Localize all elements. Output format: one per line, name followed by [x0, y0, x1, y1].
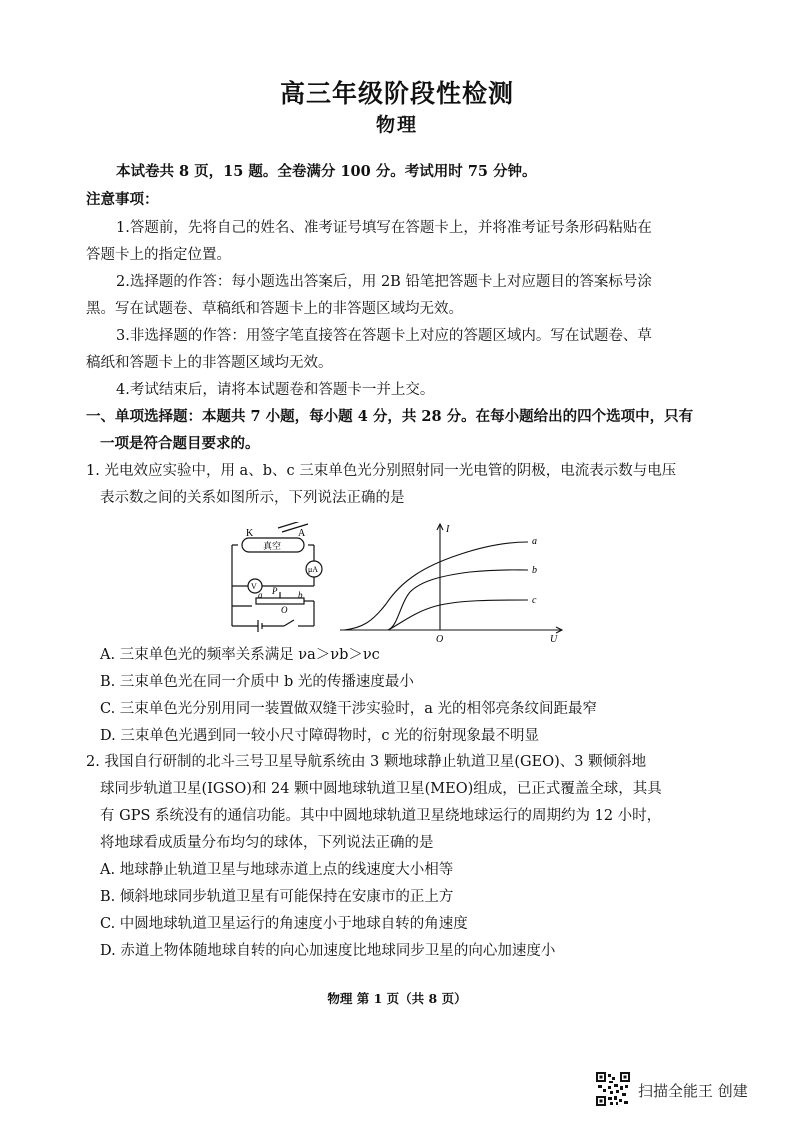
question-2-stem-cont: 有 GPS 系统没有的通信功能。其中中圆地球轨道卫星绕地球运行的周期约为 12 小时， — [100, 808, 662, 824]
question-1-option-c: C. 三束单色光分别用同一装置做双缝干涉实验时，a 光的相邻亮条纹间距最窄 — [100, 701, 598, 717]
page-title: 高三年级阶段性检测 — [279, 79, 514, 108]
question-2-option-a: A. 地球静止轨道卫星与地球赤道上点的线速度大小相等 — [100, 862, 454, 878]
section-heading-cont: 一项是符合题目要求的。 — [100, 435, 260, 452]
notice-line: 2.选择题的作答：每小题选出答案后，用 2B 铅笔把答题卡上对应题目的答案标号涂 — [116, 274, 652, 290]
circuit-label-a: A — [298, 528, 306, 539]
question-2-stem-cont: 球同步轨道卫星(IGSO)和 24 颗中圆地球轨道卫星(MEO)组成，已正式覆盖全球，其具 — [100, 781, 662, 797]
notice-line: 稿纸和答题卡上的非答题区域均无效。 — [86, 355, 333, 371]
photoelectric-circuit-diagram — [228, 522, 332, 634]
question-2-option-d: D. 赤道上物体随地球自转的向心加速度比地球同步卫星的向心加速度小 — [100, 943, 556, 959]
graph-axis-u: U — [550, 634, 558, 644]
question-2-stem-cont: 将地球看成质量分布均匀的球体，下列说法正确的是 — [100, 835, 434, 851]
circuit-label-voltmeter: V — [251, 582, 257, 591]
notice-line: 4.考试结束后，请将本试题卷和答题卡一并上交。 — [116, 382, 435, 398]
section-heading: 一、单项选择题：本题共 7 小题，每小题 4 分，共 28 分。在每小题给出的四个选项中，只有 — [86, 408, 694, 425]
question-2-option-c: C. 中圆地球轨道卫星运行的角速度小于地球自转的角速度 — [100, 916, 468, 932]
graph-axis-i: I — [446, 524, 450, 535]
subject-title: 物理 — [375, 114, 418, 136]
circuit-label-a2: a — [258, 590, 263, 600]
circuit-label-vacuum: 真空 — [263, 541, 282, 551]
question-2-stem: 2. 我国自行研制的北斗三号卫星导航系统由 3 颗地球静止轨道卫星(GEO)、3 颗倾斜地 — [86, 754, 647, 770]
circuit-label-k: K — [246, 528, 254, 539]
question-1-option-a: A. 三束单色光的频率关系满足 νa＞νb＞νc — [100, 647, 380, 663]
notice-line: 黑。写在试题卷、草稿纸和答题卡上的非答题区域均无效。 — [86, 301, 463, 317]
graph-curve-c-label: c — [532, 595, 537, 606]
graph-curve-b-label: b — [532, 565, 537, 576]
graph-origin: O — [436, 634, 444, 644]
qr-code-icon — [596, 1072, 630, 1106]
graph-curve-a-label: a — [532, 536, 537, 547]
exam-intro: 本试卷共 8 页，15 题。全卷满分 100 分。考试用时 75 分钟。 — [116, 163, 537, 180]
question-1-option-d: D. 三束单色光遇到同一较小尺寸障碍物时，c 光的衍射现象最不明显 — [100, 728, 540, 744]
current-voltage-graph — [340, 520, 570, 644]
notice-heading: 注意事项： — [86, 191, 159, 208]
page-footer: 物理 第 1 页（共 8 页） — [327, 991, 467, 1006]
question-2-option-b: B. 倾斜地球同步轨道卫星有可能保持在安康市的正上方 — [100, 889, 454, 905]
question-1-stem-cont: 表示数之间的关系如图所示，下列说法正确的是 — [100, 490, 405, 506]
scanner-watermark: 扫描全能王 创建 — [638, 1082, 748, 1100]
notice-line: 1.答题前，先将自己的姓名、准考证号填写在答题卡上，并将准考证号条形码粘贴在 — [116, 220, 652, 236]
circuit-label-o: O — [281, 605, 288, 615]
notice-line: 答题卡上的指定位置。 — [86, 247, 231, 263]
circuit-label-b2: b — [298, 590, 303, 600]
circuit-label-microammeter: μA — [308, 565, 319, 574]
question-1-stem: 1. 光电效应实验中，用 a、b、c 三束单色光分别照射同一光电管的阴极，电流表示数与电压 — [86, 463, 677, 479]
circuit-label-p: P — [272, 586, 278, 596]
notice-line: 3.非选择题的作答：用签字笔直接答在答题卡上对应的答题区域内。写在试题卷、草 — [116, 328, 652, 344]
question-1-option-b: B. 三束单色光在同一介质中 b 光的传播速度最小 — [100, 674, 414, 690]
